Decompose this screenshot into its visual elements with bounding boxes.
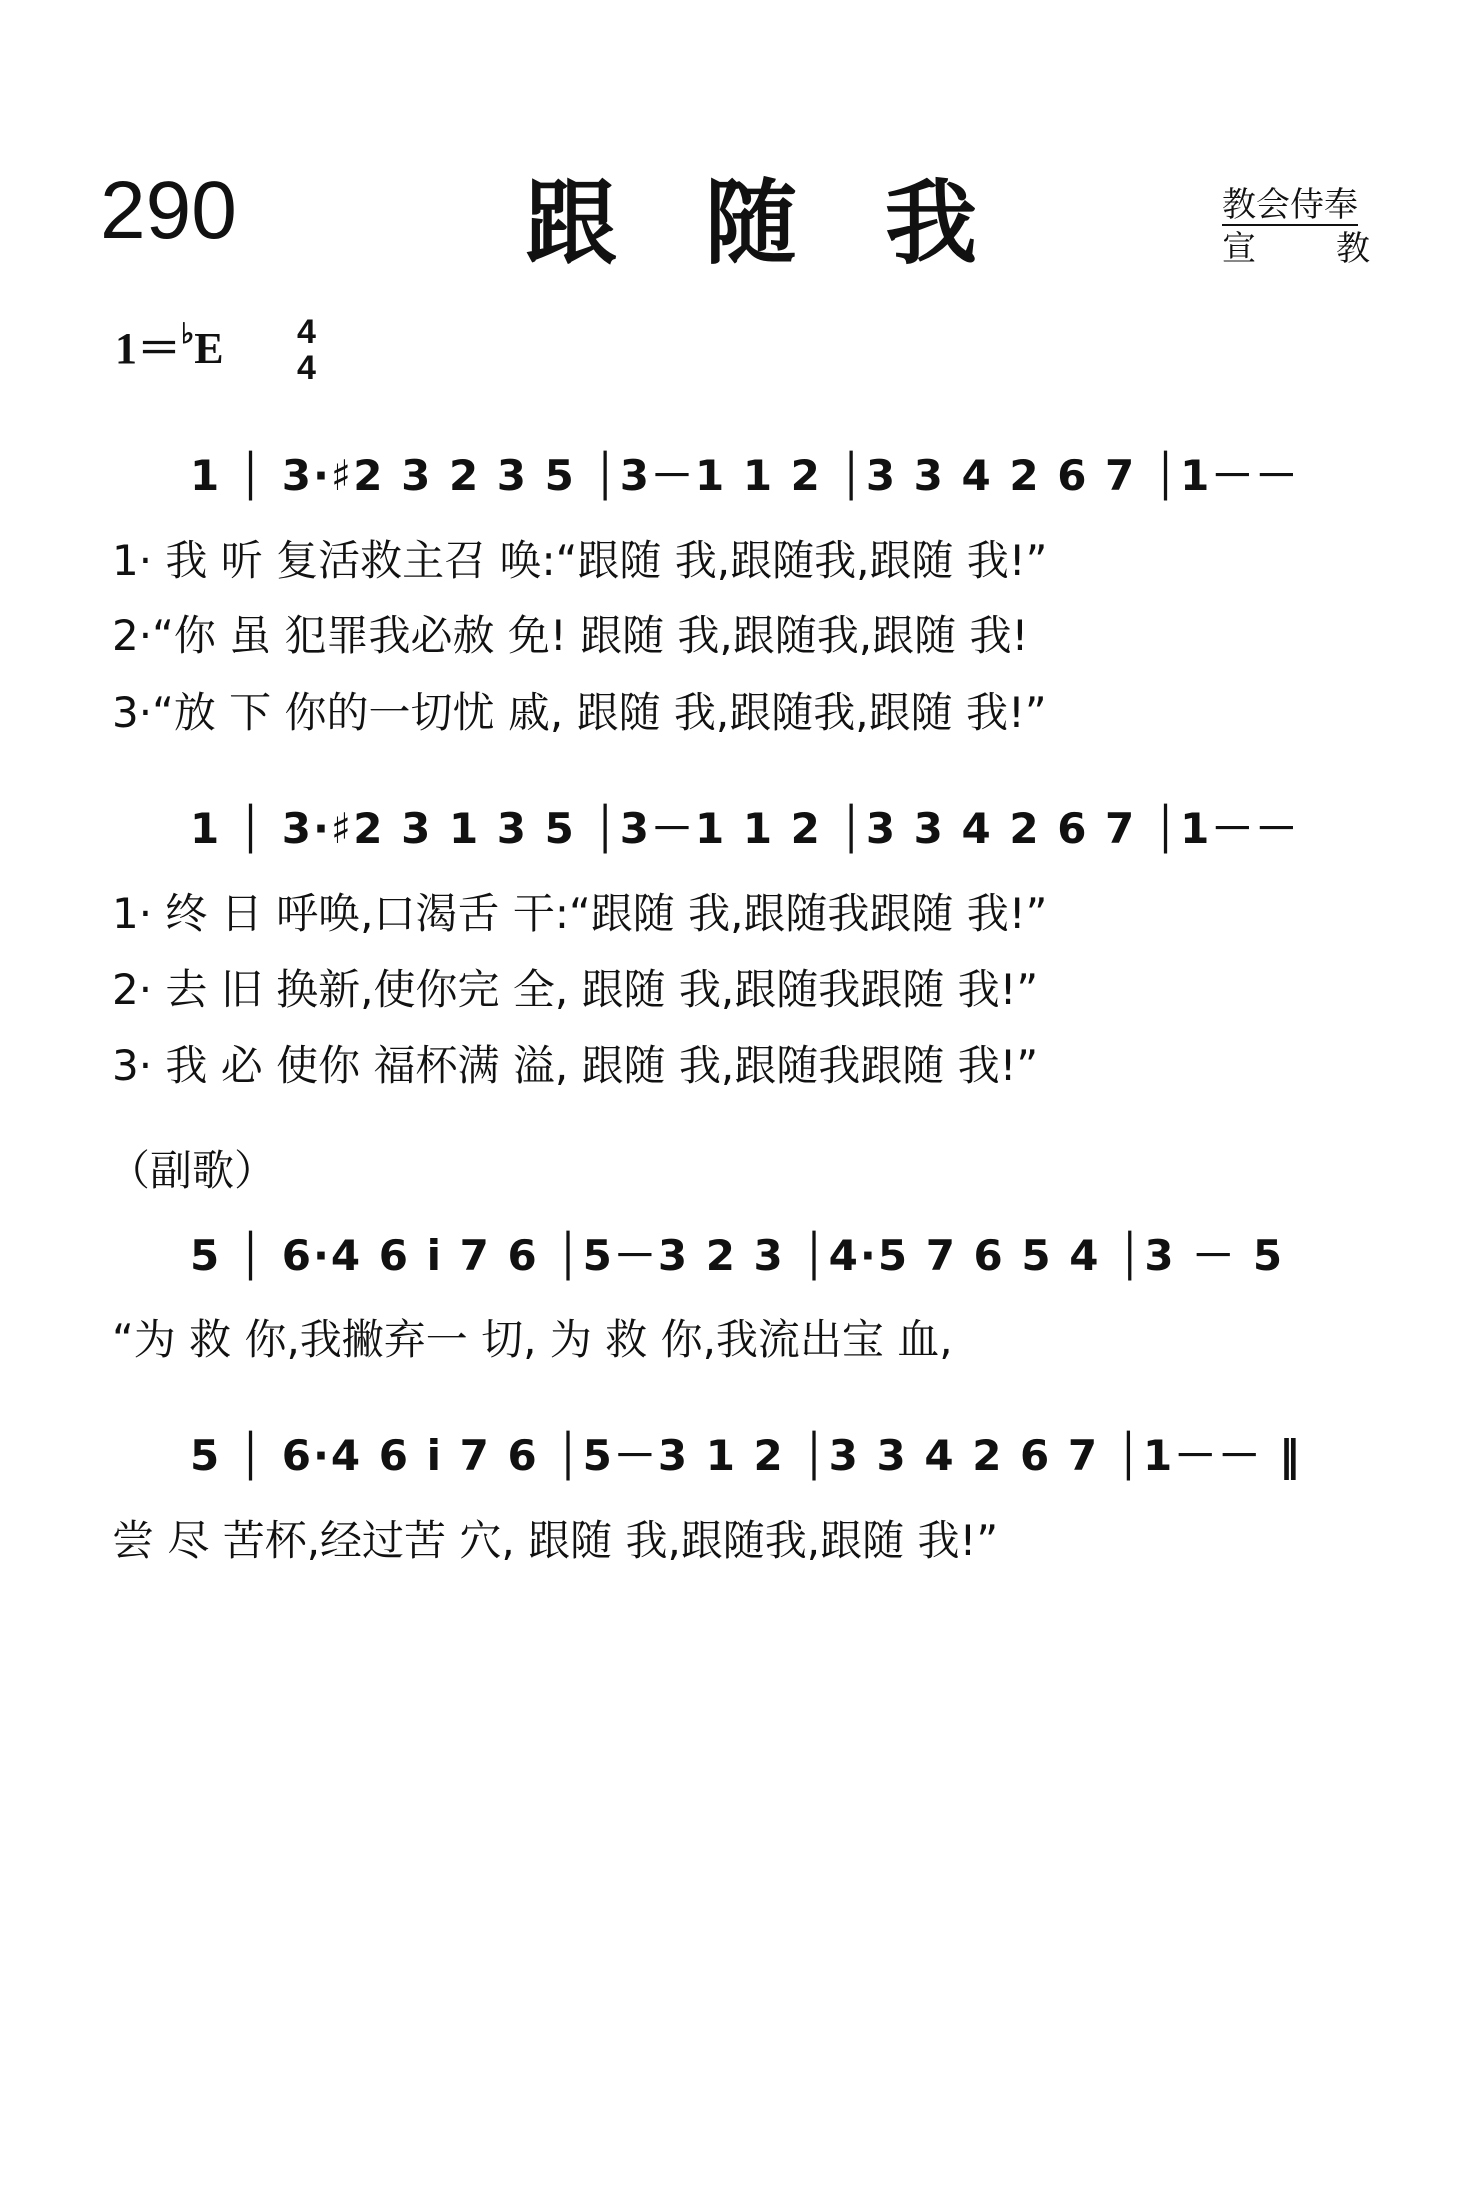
- time-bottom: 4: [297, 349, 316, 387]
- key-signature: [115, 319, 224, 373]
- credit-line-1: 教会侍奉: [1222, 185, 1358, 225]
- lyric-verse2-line1: 2·“你 虽 犯罪我必赦 免! 跟随 我,跟随我,跟随 我!: [112, 611, 1029, 660]
- credit-line-2-a: 宣: [1222, 229, 1256, 269]
- key-prefix: 1＝: [115, 324, 181, 373]
- notation-line-2: 1 │ 3·♯2 3 1 3 5 │3－1 1 2 │3 3 4 2 6 7 │1－－: [190, 804, 1300, 853]
- key-letter: E: [194, 324, 224, 373]
- flat-sign: ♭: [181, 319, 195, 350]
- lyric-chorus-line2: 尝 尽 苦杯,经过苦 穴, 跟随 我,跟随我,跟随 我!”: [112, 1516, 999, 1565]
- time-top: 4: [297, 313, 316, 351]
- notation-line-4: 5 │ 6·4 6 i 7 6 │5－3 1 2 │3 3 4 2 6 7 │1－－ ‖: [190, 1431, 1302, 1480]
- notation-line-3: 5 │ 6·4 6 i 7 6 │5－3 2 3 │4·5 7 6 5 4 │3 － 5: [190, 1231, 1285, 1280]
- hymn-number: 290: [100, 165, 237, 256]
- lyric-verse2-line2: 2· 去 旧 换新,使你完 全, 跟随 我,跟随我跟随 我!”: [112, 965, 1039, 1014]
- hymn-title: 跟随我: [525, 170, 1066, 277]
- credit-line-2: [1222, 229, 1370, 269]
- chorus-label: （副歌）: [108, 1146, 277, 1195]
- lyric-verse1-line1: 1· 我 听 复活救主召 唤:“跟随 我,跟随我,跟随 我!”: [112, 536, 1048, 585]
- lyric-chorus-line1: “为 救 你,我撇弃一 切, 为 救 你,我流出宝 血,: [112, 1315, 953, 1364]
- credit-line-2-b: 教: [1336, 229, 1370, 269]
- lyric-verse1-line2: 1· 终 日 呼唤,口渴舌 干:“跟随 我,跟随我跟随 我!”: [112, 889, 1048, 938]
- notation-line-1: 1 │ 3·♯2 3 2 3 5 │3－1 1 2 │3 3 4 2 6 7 │1－－: [190, 451, 1300, 500]
- lyric-verse3-line1: 3·“放 下 你的一切忧 戚, 跟随 我,跟随我,跟随 我!”: [112, 688, 1047, 737]
- lyric-verse3-line2: 3· 我 必 使你 福杯满 溢, 跟随 我,跟随我跟随 我!”: [112, 1041, 1039, 1090]
- time-signature: [297, 314, 316, 386]
